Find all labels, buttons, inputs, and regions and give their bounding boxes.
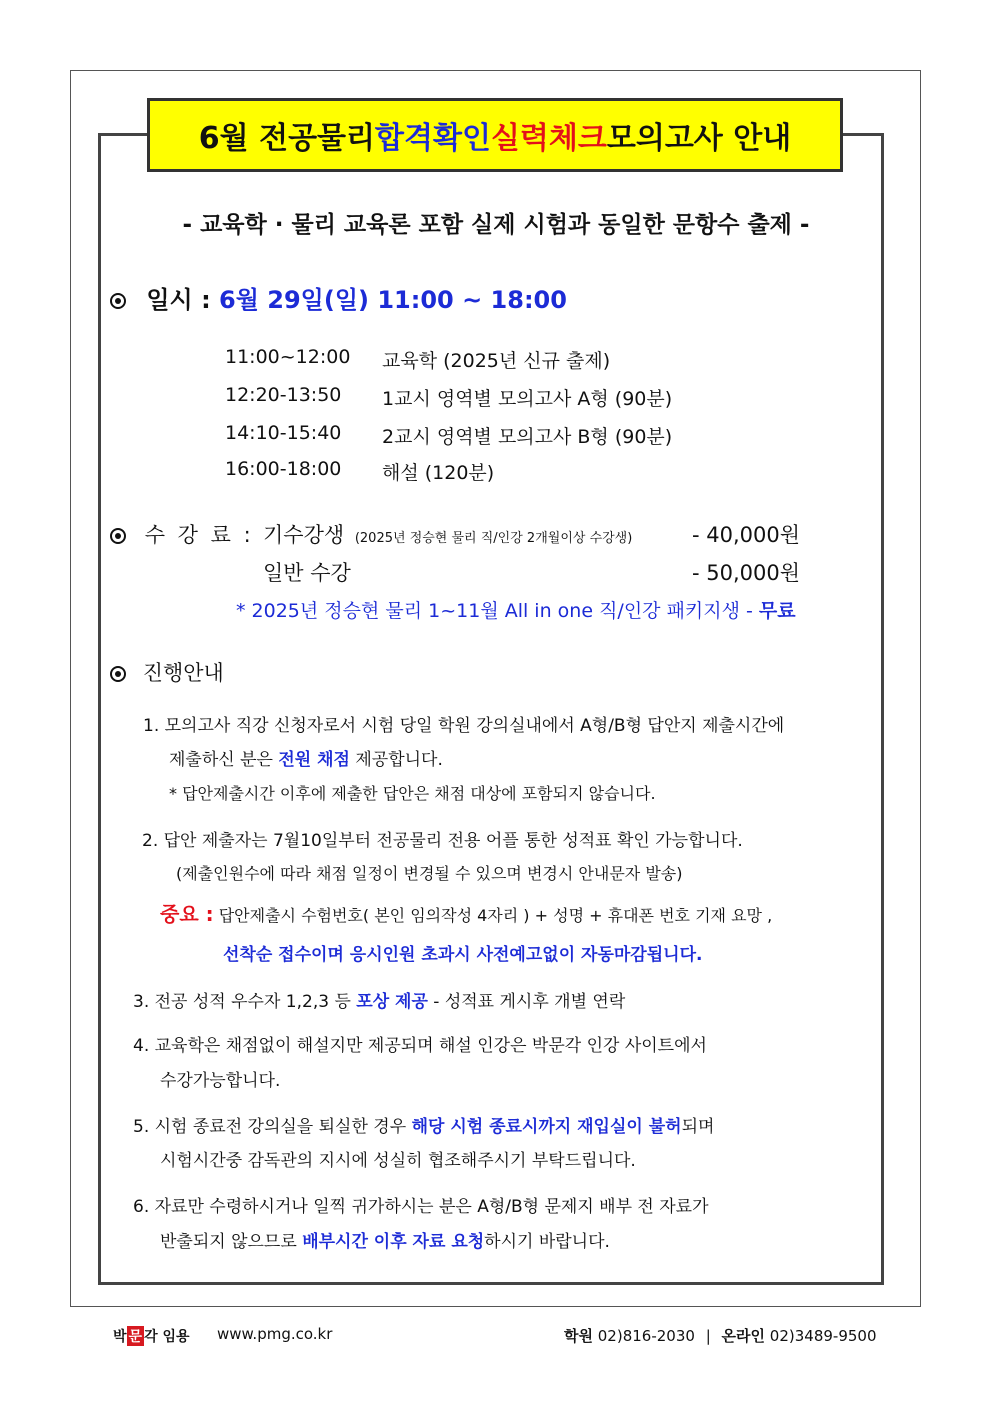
logo-char-3: 각 [144, 1329, 158, 1345]
schedule-desc: 해설 (120분) [382, 462, 495, 484]
logo [113, 1326, 190, 1346]
footer-contacts [564, 1325, 877, 1346]
guide-item-1-note: * 답안제출시간 이후에 제출한 답안은 채점 대상에 포함되지 않습니다. [169, 784, 656, 803]
page-title [147, 98, 843, 172]
schedule-desc: 교육학 (2025년 신규 출제) [382, 350, 611, 372]
important-label: 중요 : [160, 902, 214, 926]
guide-item-2-line-2: (제출인원수에 따라 채점 일정이 변경될 수 있으며 변경시 안내문자 발송) [176, 864, 683, 883]
bullet-icon [110, 528, 126, 544]
guide-item-6-line-2 [160, 1227, 610, 1252]
guide-item-1-line-2 [169, 745, 443, 770]
text-span: - 성적표 게시후 개별 연락 [427, 992, 626, 1012]
request-after-distribution: 배부시간 이후 자료 요청 [302, 1232, 485, 1252]
free-note-text: * 2025년 정승현 물리 1~11월 All in one 직/인강 패키지생 - [236, 600, 759, 622]
website-link[interactable]: www.pmg.co.kr [217, 1325, 333, 1343]
fee-general-price: - 50,000원 [692, 561, 801, 585]
all-graded: 전원 채점 [278, 750, 350, 770]
schedule-desc: 1교시 영역별 모의고사 A형 (90분) [382, 388, 673, 410]
title-pass-check: 합격확인 [375, 121, 491, 156]
online-phone: 02)3489-9500 [765, 1327, 877, 1345]
fee-returning-price: - 40,000원 [692, 523, 801, 547]
logo-mark: 문 [127, 1326, 145, 1346]
logo-char-1: 박 [113, 1329, 127, 1345]
text-span: 3. 전공 성적 우수자 1,2,3 등 [133, 992, 357, 1012]
guide-item-5-line-2: 시험시간중 감독관의 지시에 성실히 협조해주시기 부탁드립니다. [160, 1151, 636, 1171]
subtitle: - 교육학 · 물리 교육론 포함 실제 시험과 동일한 문항수 출제 - [182, 212, 810, 238]
guide-item-6-line-1: 6. 자료만 수령하시거나 일찍 귀가하시는 분은 A형/B형 문제지 배부 전 자료가 [133, 1197, 709, 1217]
guide-item-2-line-1: 2. 답안 제출자는 7월10일부터 전공물리 전용 어플 통한 성적표 확인 가능합니다. [142, 831, 743, 851]
fee-returning-note: (2025년 정승현 물리 직/인강 2개월이상 수강생) [354, 531, 633, 546]
free-word: 무료 [758, 600, 796, 622]
important-notice [160, 898, 772, 927]
schedule-desc: 2교시 영역별 모의고사 B형 (90분) [382, 426, 673, 448]
bullet-icon [110, 666, 126, 682]
date-section [110, 280, 567, 315]
logo-suffix: 임용 [157, 1329, 190, 1345]
fee-label: 수 강 료 : [144, 523, 254, 547]
text-span: 반출되지 않으므로 [160, 1232, 303, 1252]
guide-item-4-line-1: 4. 교육학은 채점없이 해설지만 제공되며 해설 인강은 박문각 인강 사이트에서 [133, 1036, 707, 1056]
title-skill-check: 실력체크 [490, 121, 607, 156]
fee-returning-name: 기수강생 [263, 523, 345, 547]
fee-free-note [236, 596, 796, 623]
text-span: 하시기 바랍니다. [484, 1232, 610, 1252]
guide-item-3 [133, 987, 625, 1012]
title-part-5: 모의고사 안내 [606, 121, 792, 156]
frame-top-right [843, 133, 884, 136]
guide-item-4-line-2: 수강가능합니다. [160, 1071, 281, 1091]
guide-item-1-line-1: 1. 모의고사 직강 신청자로서 시험 당일 학원 강의실내에서 A형/B형 답안지 제출시간에 [143, 716, 785, 736]
schedule-time: 11:00~12:00 [225, 346, 351, 368]
title-part-1: 6월 전공물리 [198, 121, 376, 156]
date-value: 6월 29일(일) 11:00 ~ 18:00 [219, 286, 567, 314]
academy-label: 학원 [564, 1327, 593, 1345]
fee-row-returning [263, 519, 632, 549]
prize: 포상 제공 [356, 992, 428, 1012]
text-span: 5. 시험 종료전 강의실을 퇴실한 경우 [133, 1117, 412, 1137]
schedule-time: 12:20-13:50 [225, 384, 342, 406]
text-span: 되며 [681, 1117, 715, 1137]
schedule-time: 16:00-18:00 [225, 458, 342, 480]
schedule-time: 14:10-15:40 [225, 422, 342, 444]
footer-separator: | [705, 1327, 711, 1345]
important-line-2: 선착순 접수이며 응시인원 초과시 사전예고없이 자동마감됩니다. [223, 945, 703, 965]
bullet-icon [110, 293, 126, 309]
date-label: 일시 : [146, 286, 220, 314]
guide-section [110, 657, 224, 687]
fee-general-name: 일반 수강 [263, 561, 351, 585]
academy-phone: 02)816-2030 [592, 1327, 695, 1345]
online-label: 온라인 [721, 1327, 766, 1345]
important-text: 답안제출시 수험번호( 본인 임의작성 4자리 ) + 성명 + 휴대폰 번호 기재 요망 , [218, 906, 773, 925]
fee-section [110, 519, 254, 549]
no-reentry: 해당 시험 종료시까지 재입실이 불허 [411, 1117, 682, 1137]
text-span: 제출하신 분은 [169, 750, 279, 770]
text-span: 제공합니다. [349, 750, 443, 770]
guide-item-5-line-1 [133, 1112, 714, 1137]
frame-top-left [98, 133, 148, 136]
guide-label: 진행안내 [142, 661, 224, 685]
